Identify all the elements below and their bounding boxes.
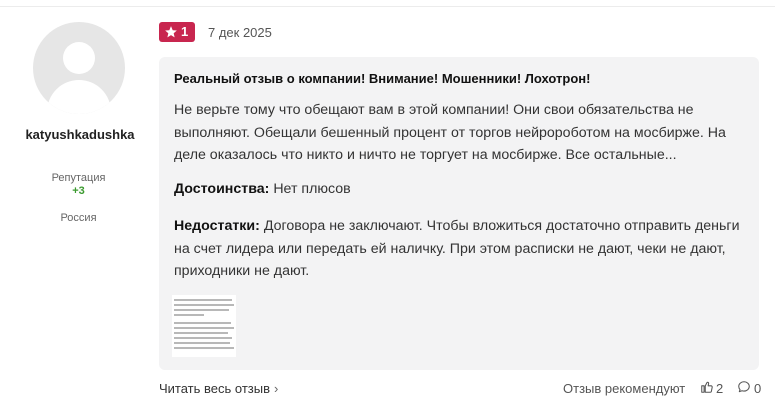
thumbs-up-icon[interactable] bbox=[700, 380, 714, 394]
chevron-right-icon: › bbox=[274, 381, 279, 396]
rating-badge bbox=[159, 22, 195, 42]
user-placeholder-icon bbox=[63, 42, 95, 74]
divider bbox=[0, 6, 775, 7]
cons-label: Недостатки: bbox=[174, 218, 260, 234]
pros-label: Достоинства: bbox=[174, 181, 270, 197]
review-card bbox=[159, 57, 759, 370]
review-pros bbox=[174, 178, 744, 201]
reputation-value: +3 bbox=[72, 185, 85, 197]
review-date: 7 дек 2025 bbox=[208, 25, 272, 40]
cons-text: Договора не заключают. Чтобы вложиться достаточно отправить деньги на счет лидера или передать ей наличку. При этом расписки не дают, чеки не дают, приходники не дают. bbox=[174, 218, 740, 279]
user-country: Россия bbox=[60, 212, 97, 224]
comment-icon[interactable] bbox=[737, 380, 751, 394]
comments-count: 0 bbox=[754, 381, 762, 396]
avatar[interactable] bbox=[33, 22, 125, 114]
user-name[interactable]: katyushkadushka bbox=[25, 127, 135, 142]
rating-value: 1 bbox=[181, 24, 189, 39]
attachment-thumbnail[interactable] bbox=[172, 295, 236, 357]
pros-text: Нет плюсов bbox=[273, 181, 351, 197]
review-title[interactable]: Реальный отзыв о компании! Внимание! Мошенники! Лохотрон! bbox=[174, 71, 591, 86]
likes-count: 2 bbox=[716, 381, 724, 396]
read-full-review-link[interactable] bbox=[159, 381, 278, 396]
recommend-label: Отзыв рекомендуют bbox=[563, 381, 686, 396]
star-icon bbox=[164, 25, 178, 39]
reputation-label: Репутация bbox=[51, 172, 106, 184]
read-all-label: Читать весь отзыв bbox=[159, 381, 271, 396]
review-cons bbox=[174, 215, 744, 283]
avatar-body bbox=[47, 80, 111, 114]
review-body: Не верьте тому что обещают вам в этой компании! Они свои обязательства не выполняют. Обещали бешенный процент от торгов нейророботом на мосбирже. На деле оказалось что никто и ничто не торгует на мосбирже. Все остальные... bbox=[174, 102, 726, 163]
